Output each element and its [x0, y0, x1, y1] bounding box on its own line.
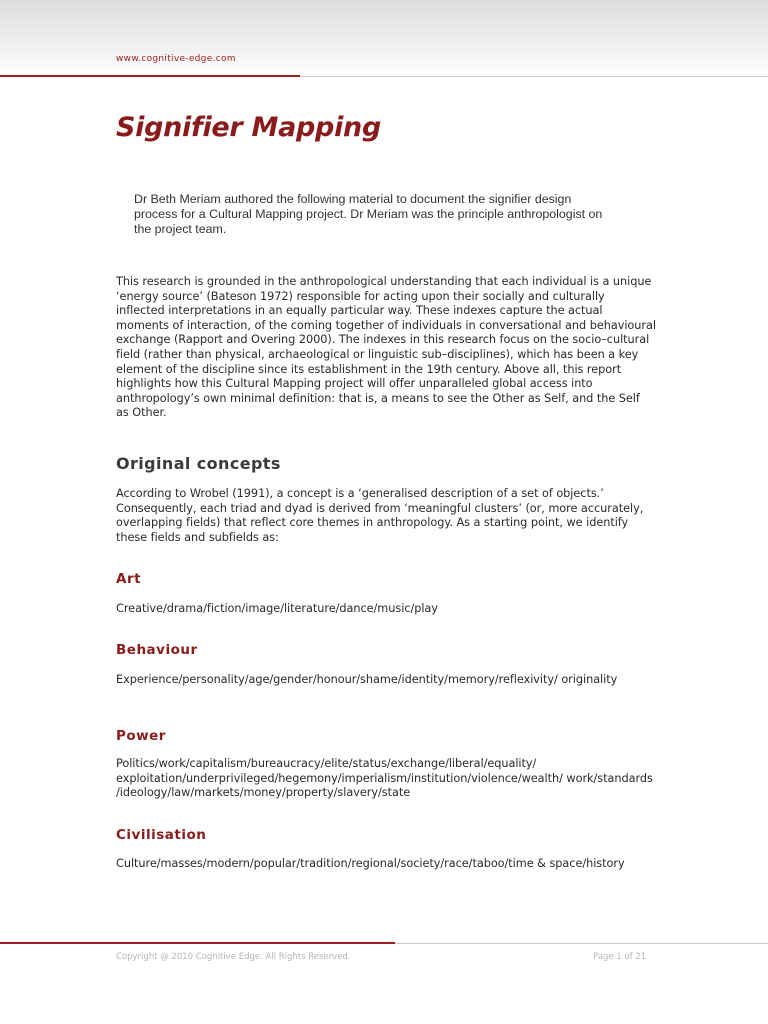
header-divider-accent [0, 75, 300, 77]
site-url-link[interactable]: www.cognitive-edge.com [116, 54, 236, 64]
field-terms-behaviour: Experience/personality/age/gender/honour/shame/identity/memory/reflexivity/ originality [116, 673, 618, 686]
field-heading-behaviour: Behaviour [116, 642, 198, 658]
section-heading-original-concepts: Original concepts [116, 454, 281, 473]
field-terms-power: Politics/work/capitalism/bureaucracy/elite/status/exchange/liberal/equality/ exploitation/underprivileged/hegemony/imperialism/institution/violence/wealth/ work/standards /ideology/law/markets/money/property/slavery/state [116, 757, 653, 800]
footer-divider-accent [0, 942, 395, 944]
header-band [0, 0, 768, 76]
field-terms-art: Creative/drama/fiction/image/literature/dance/music/play [116, 602, 438, 615]
field-heading-power: Power [116, 728, 166, 744]
header-divider [300, 76, 768, 77]
page-number: Page 1 of 21 [593, 952, 647, 962]
copyright-notice: Copyright @ 2010 Cognitive Edge. All Rights Reserved. [116, 952, 351, 962]
page-title: Signifier Mapping [116, 112, 381, 143]
field-terms-civilisation: Culture/masses/modern/popular/tradition/regional/society/race/taboo/time & space/history [116, 857, 625, 870]
footer-divider [395, 943, 768, 944]
field-heading-art: Art [116, 571, 142, 587]
intro-paragraph: Dr Beth Meriam authored the following material to document the signifier design process for a Cultural Mapping project. Dr Meriam was the principle anthropologist on the project team. [134, 192, 603, 236]
concepts-paragraph: According to Wrobel (1991), a concept is a ‘generalised description of a set of objects.’ Consequently, each triad and dyad is derived from ‘meaningful clusters’ (or, more accurately, overlapping fields) that reflect core themes in anthropology. As a starting point, we identify these fields and subfields as: [116, 487, 644, 544]
field-heading-civilisation: Civilisation [116, 827, 207, 843]
research-paragraph: This research is grounded in the anthropological understanding that each individual is a unique ‘energy source’ (Bateson 1972) responsible for acting upon their socially and culturally inflected interpretations in an equally particular way. These indexes capture the actual moments of interaction, of the coming together of individuals in conversational and behavioural exchange (Rapport and Overing 2000). The indexes in this research focus on the socio–cultural field (rather than physical, archaeological or linguistic sub–disciplines), which has been a key element of the discipline since its establishment in the 19th century. Above all, this report highlights how this Cultural Mapping project will offer unparalleled global access into anthropology’s own minimal definition: that is, a means to see the Other as Self, and the Self as Other. [116, 275, 656, 420]
